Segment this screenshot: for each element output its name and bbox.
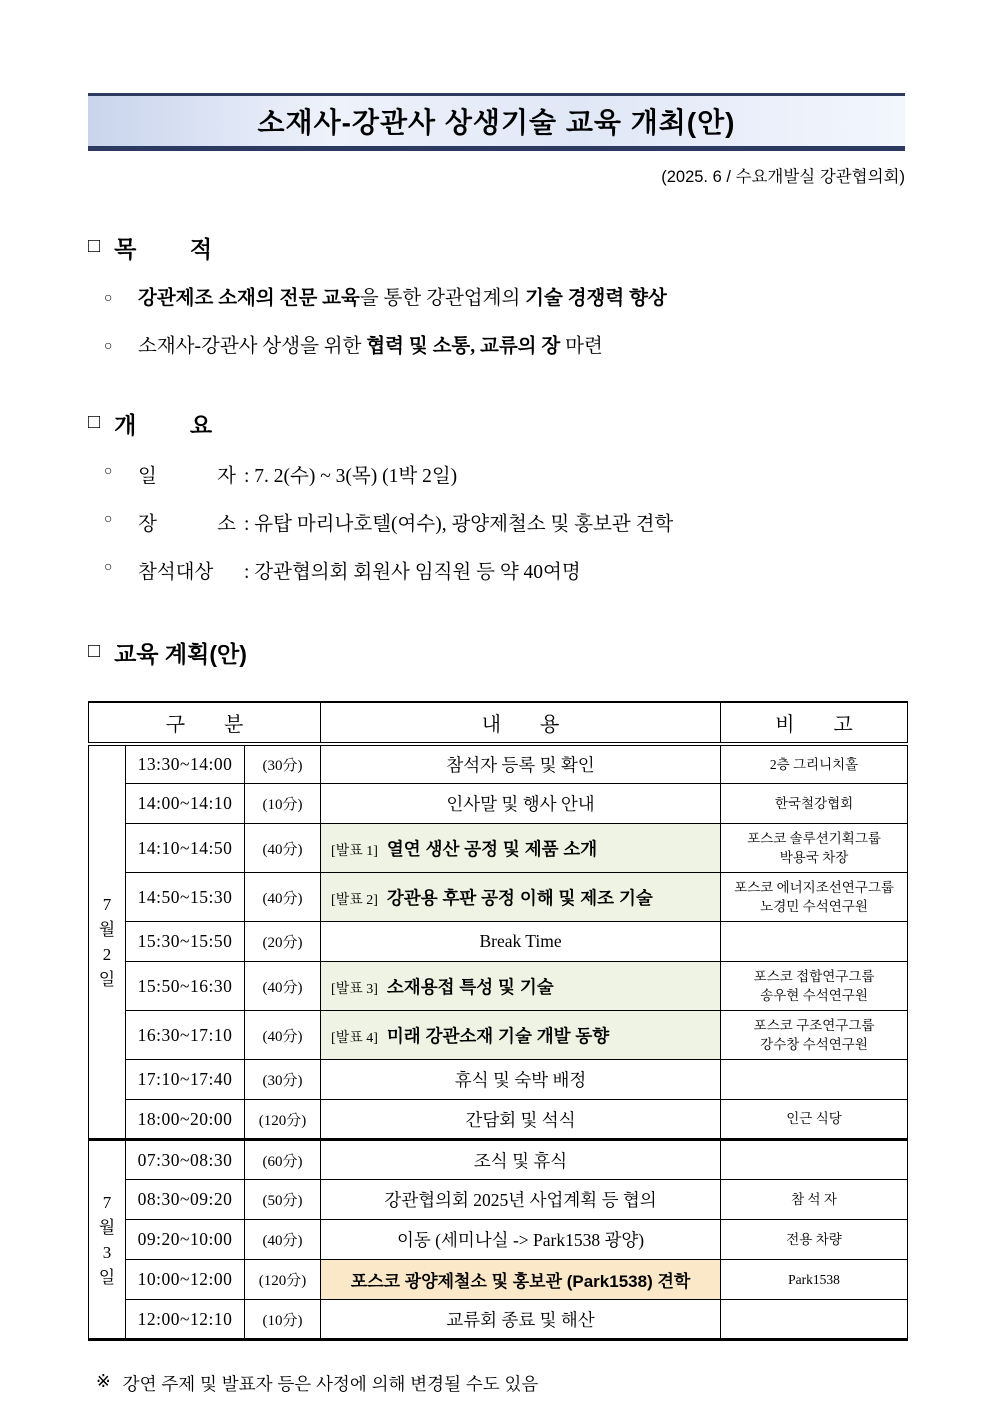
duration-cell: (40分) bbox=[245, 962, 321, 1011]
note-cell bbox=[721, 962, 908, 1011]
duration-cell: (60分) bbox=[245, 1140, 321, 1180]
section-title-overview: 개 요 bbox=[114, 411, 213, 438]
note-line: 포스코 접합연구그룹 bbox=[753, 968, 875, 984]
content-cell: 강관협의회 2025년 사업계획 등 협의 bbox=[321, 1180, 721, 1220]
schedule-row bbox=[89, 784, 908, 824]
schedule-row bbox=[89, 1260, 908, 1300]
section-header-purpose bbox=[88, 231, 905, 264]
overview-value: : 강관협의회 회원사 임직원 등 약 40여명 bbox=[244, 561, 581, 583]
presentation-tag: [발표 3] bbox=[331, 981, 378, 997]
content-cell: Break Time bbox=[321, 922, 721, 962]
duration-cell: (40分) bbox=[245, 873, 321, 922]
time-cell: 14:10~14:50 bbox=[126, 824, 245, 873]
note-line: 한국철강협회 bbox=[774, 795, 854, 811]
day-label-char: 2 bbox=[102, 944, 112, 964]
header-gubun: 구 분 bbox=[89, 702, 321, 744]
overview-list bbox=[88, 460, 905, 584]
content-cell bbox=[321, 824, 721, 873]
overview-label: 일 자 bbox=[138, 465, 236, 487]
time-cell: 18:00~20:00 bbox=[126, 1100, 245, 1140]
schedule-header-row bbox=[89, 702, 908, 744]
time-cell: 07:30~08:30 bbox=[126, 1140, 245, 1180]
content-cell: 교류회 종료 및 해산 bbox=[321, 1300, 721, 1340]
time-cell: 10:00~12:00 bbox=[126, 1260, 245, 1300]
note-line: 인근 식당 bbox=[786, 1111, 842, 1127]
note-cell bbox=[721, 1100, 908, 1140]
reference-mark-icon: ※ bbox=[96, 1371, 111, 1392]
presentation-title: 열연 생산 공정 및 제품 소개 bbox=[386, 838, 598, 859]
note-line: 포스코 솔루션기획그룹 bbox=[747, 830, 881, 846]
note-cell bbox=[721, 922, 908, 962]
duration-cell: (10分) bbox=[245, 1300, 321, 1340]
content-cell bbox=[321, 962, 721, 1011]
header-content: 내 용 bbox=[321, 702, 721, 744]
overview-item bbox=[104, 556, 905, 584]
overview-item bbox=[104, 508, 905, 536]
footer-note bbox=[96, 1371, 905, 1396]
schedule-table bbox=[88, 701, 908, 1342]
purpose-bullet-1 bbox=[104, 286, 905, 312]
note-cell bbox=[721, 1180, 908, 1220]
duration-cell: (40分) bbox=[245, 824, 321, 873]
content-cell: 조식 및 휴식 bbox=[321, 1140, 721, 1180]
duration-cell: (10分) bbox=[245, 784, 321, 824]
note-cell bbox=[721, 784, 908, 824]
page-title: 소재사-강관사 상생기술 교육 개최(안) bbox=[257, 107, 736, 138]
overview-label: 참석대상 bbox=[138, 561, 214, 583]
presentation-title: 미래 강관소재 기술 개발 동향 bbox=[386, 1025, 610, 1046]
day-label-char: 3 bbox=[102, 1242, 112, 1262]
duration-cell: (40分) bbox=[245, 1011, 321, 1060]
time-cell: 08:30~09:20 bbox=[126, 1180, 245, 1220]
overview-label: 장 소 bbox=[138, 513, 236, 535]
schedule-row bbox=[89, 1300, 908, 1340]
note-cell bbox=[721, 1060, 908, 1100]
schedule-row bbox=[89, 744, 908, 784]
note-line: 2층 그리니치홀 bbox=[769, 756, 859, 772]
note-cell bbox=[721, 1220, 908, 1260]
duration-cell: (120分) bbox=[245, 1100, 321, 1140]
schedule-row bbox=[89, 962, 908, 1011]
note-line: 노경민 수석연구원 bbox=[760, 899, 868, 915]
overview-value: : 유탑 마리나호텔(여수), 광양제철소 및 홍보관 견학 bbox=[244, 513, 674, 535]
content-cell: 휴식 및 숙박 배정 bbox=[321, 1060, 721, 1100]
section-header-overview bbox=[88, 407, 905, 440]
time-cell: 14:00~14:10 bbox=[126, 784, 245, 824]
duration-cell: (50分) bbox=[245, 1180, 321, 1220]
schedule-row bbox=[89, 824, 908, 873]
note-line: 박용국 차장 bbox=[779, 850, 849, 866]
presentation-tag: [발표 4] bbox=[331, 1030, 378, 1046]
purpose-bullet-1-text: 강관제조 소재의 전문 교육을 통한 강관업계의 기술 경쟁력 향상 bbox=[138, 288, 667, 309]
duration-cell: (30分) bbox=[245, 1060, 321, 1100]
duration-cell: (30分) bbox=[245, 744, 321, 784]
content-cell: 간담회 및 석식 bbox=[321, 1100, 721, 1140]
presentation-tag: [발표 1] bbox=[331, 843, 378, 859]
day-label-char: 월 bbox=[98, 1217, 116, 1237]
day-label-char: 월 bbox=[98, 919, 116, 939]
schedule-row bbox=[89, 1100, 908, 1140]
content-cell: 포스코 광양제철소 및 홍보관 (Park1538) 견학 bbox=[321, 1260, 721, 1300]
note-cell bbox=[721, 1011, 908, 1060]
day-label bbox=[89, 1140, 126, 1340]
day-label-char: 일 bbox=[98, 1267, 116, 1287]
note-cell bbox=[721, 1300, 908, 1340]
square-bullet-icon: □ bbox=[88, 235, 101, 257]
content-cell: 인사말 및 행사 안내 bbox=[321, 784, 721, 824]
schedule-row bbox=[89, 1011, 908, 1060]
overview-item bbox=[104, 460, 905, 488]
time-cell: 15:30~15:50 bbox=[126, 922, 245, 962]
square-bullet-icon: □ bbox=[88, 410, 101, 433]
presentation-tag: [발표 2] bbox=[331, 892, 378, 908]
note-line: 참 석 자 bbox=[791, 1191, 837, 1207]
note-line: 전용 차량 bbox=[786, 1231, 842, 1247]
note-line: 강수창 수석연구원 bbox=[760, 1037, 868, 1053]
overview-value: : 7. 2(수) ~ 3(목) (1박 2일) bbox=[244, 465, 458, 487]
publish-info: (2025. 6 / 수요개발실 강관협의회) bbox=[661, 168, 905, 186]
note-line: 송우현 수석연구원 bbox=[760, 988, 868, 1004]
purpose-bullet-2-text: 소재사-강관사 상생을 위한 협력 및 소통, 교류의 장 마련 bbox=[138, 336, 603, 358]
circle-bullet-icon: ○ bbox=[104, 291, 113, 306]
day-label bbox=[89, 744, 126, 1140]
day-label-char: 일 bbox=[98, 969, 116, 989]
time-cell: 15:50~16:30 bbox=[126, 962, 245, 1011]
content-cell: 이동 (세미나실 -> Park1538 광양) bbox=[321, 1220, 721, 1260]
schedule-row bbox=[89, 1180, 908, 1220]
duration-cell: (20分) bbox=[245, 922, 321, 962]
presentation-title: 소재용접 특성 및 기술 bbox=[386, 976, 554, 997]
note-cell bbox=[721, 1260, 908, 1300]
day-label-char: 7 bbox=[102, 1192, 112, 1212]
note-line: Park1538 bbox=[788, 1271, 840, 1287]
schedule-row bbox=[89, 1220, 908, 1260]
schedule-body bbox=[89, 744, 908, 1340]
time-cell: 16:30~17:10 bbox=[126, 1011, 245, 1060]
presentation-title: 강관용 후판 공정 이해 및 제조 기술 bbox=[386, 887, 653, 908]
schedule-row bbox=[89, 1140, 908, 1180]
section-title-purpose: 목 적 bbox=[114, 236, 213, 262]
square-bullet-icon: □ bbox=[88, 639, 101, 662]
time-cell: 14:50~15:30 bbox=[126, 873, 245, 922]
schedule-row bbox=[89, 922, 908, 962]
time-cell: 09:20~10:00 bbox=[126, 1220, 245, 1260]
purpose-bullet-2 bbox=[104, 334, 905, 360]
section-header-schedule bbox=[88, 636, 905, 669]
title-banner bbox=[88, 93, 905, 151]
circle-bullet-icon: ○ bbox=[104, 559, 113, 575]
note-cell bbox=[721, 824, 908, 873]
circle-bullet-icon: ○ bbox=[104, 339, 113, 355]
content-cell bbox=[321, 1011, 721, 1060]
note-cell bbox=[721, 744, 908, 784]
schedule-row bbox=[89, 873, 908, 922]
content-cell: 참석자 등록 및 확인 bbox=[321, 744, 721, 784]
duration-cell: (40分) bbox=[245, 1220, 321, 1260]
note-line: 포스코 구조연구그룹 bbox=[753, 1017, 875, 1033]
section-title-schedule: 교육 계획(안) bbox=[114, 640, 247, 667]
note-cell bbox=[721, 1140, 908, 1180]
circle-bullet-icon: ○ bbox=[104, 511, 113, 527]
header-note: 비 고 bbox=[721, 702, 908, 744]
duration-cell: (120分) bbox=[245, 1260, 321, 1300]
footer-note-text: 강연 주제 및 발표자 등은 사정에 의해 변경될 수도 있음 bbox=[122, 1374, 539, 1395]
schedule-row bbox=[89, 1060, 908, 1100]
day-label-char: 7 bbox=[102, 894, 112, 914]
note-cell bbox=[721, 873, 908, 922]
circle-bullet-icon: ○ bbox=[104, 463, 113, 479]
time-cell: 12:00~12:10 bbox=[126, 1300, 245, 1340]
note-line: 포스코 에너지조선연구그룹 bbox=[734, 879, 894, 895]
time-cell: 13:30~14:00 bbox=[126, 744, 245, 784]
content-cell bbox=[321, 873, 721, 922]
time-cell: 17:10~17:40 bbox=[126, 1060, 245, 1100]
